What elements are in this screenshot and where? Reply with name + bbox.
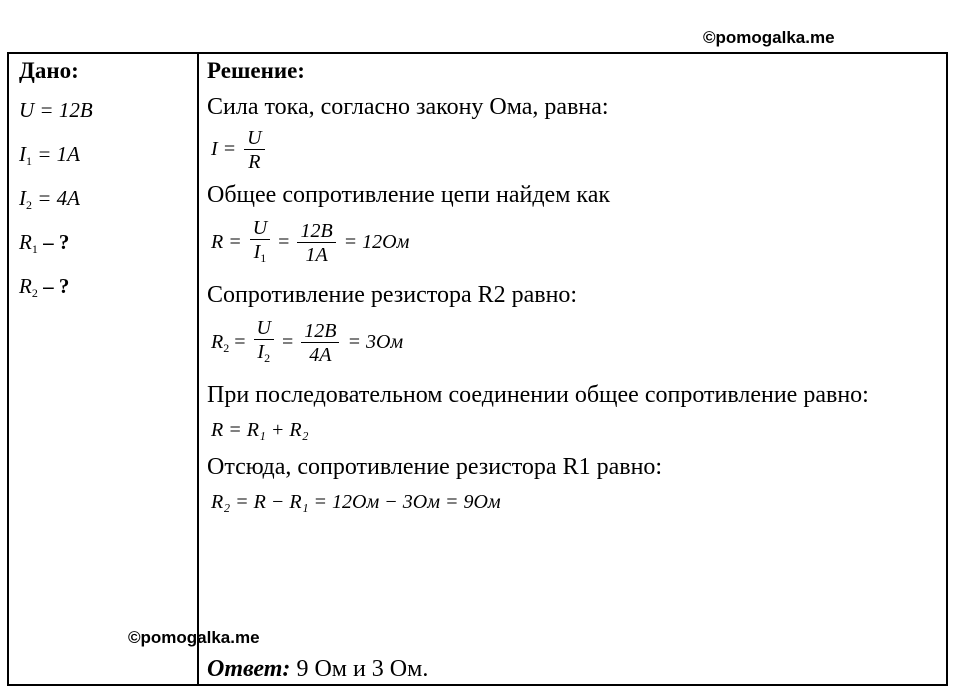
fraction-num: U (250, 217, 270, 240)
fraction (297, 220, 335, 267)
given-value: = 4A (32, 186, 80, 210)
given-symbol: I (19, 142, 26, 166)
given-column (19, 58, 189, 312)
fraction-den (254, 340, 273, 370)
given-i2 (19, 180, 189, 224)
fraction-den: 1A (305, 244, 328, 266)
fraction-den: 4A (309, 344, 332, 366)
formula-r2: $R_2$ = $\frac{U}{I_2}$ = $\frac{12B}{4A}$ = 3Ом (211, 317, 937, 370)
given-subscript: 1 (31, 242, 38, 256)
solution-title: Решение: (207, 58, 305, 83)
formula-lhs: I = (211, 138, 237, 161)
fraction-num: U (244, 127, 264, 150)
given-u (19, 92, 189, 136)
fraction (244, 127, 264, 174)
solution-text-ohm: Сила тока, согласно закону Ома, равна: (207, 94, 609, 120)
given-value: = 12B (34, 98, 93, 122)
fraction (301, 320, 339, 367)
formula-total-resistance: R = $\frac{U}{I_1}$ = $\frac{12B}{1A}$ = 12Ом (211, 217, 937, 270)
given-r2 (19, 268, 189, 312)
formula-lhs-sub: 2 (223, 341, 230, 356)
given-symbol: R (19, 230, 32, 254)
fraction-den: R (248, 151, 261, 173)
fraction-num: 12B (301, 320, 339, 343)
fraction-den (251, 240, 270, 270)
solution-column (207, 58, 937, 682)
given-symbol: R (19, 274, 32, 298)
formula-lhs: R (211, 331, 224, 354)
answer-text: 9 Ом и 3 Ом. (290, 656, 429, 682)
den-symbol: I (257, 341, 265, 363)
formula-rhs: = 12Ом (343, 231, 410, 254)
formula-ohm (211, 127, 937, 174)
formula-r1: R₂ = R − R₁ = 12Ом − 3Ом = 9Ом (211, 491, 501, 513)
given-r1 (19, 224, 189, 268)
given-subscript: 2 (31, 286, 38, 300)
answer (207, 656, 428, 683)
den-symbol: I (253, 241, 261, 263)
den-sub: 2 (264, 351, 271, 365)
given-subscript: 2 (26, 198, 32, 212)
formula-series: R = R₁ + R₂ (211, 419, 309, 441)
solution-text-series: При последовательном соединении общее сопротивление равно: (207, 382, 869, 408)
fraction-num: 12B (297, 220, 335, 243)
given-i1 (19, 136, 189, 180)
formula-lhs: R = (211, 231, 242, 254)
solution-text-r2: Сопротивление резистора R2 равно: (207, 282, 578, 308)
given-question: – ? (37, 274, 70, 298)
den-sub: 1 (260, 251, 267, 265)
problem-table (7, 52, 948, 686)
watermark-bottom: ©pomogalka.me (128, 628, 260, 647)
formula-rhs: = 3Ом (347, 331, 404, 354)
given-symbol: U (19, 98, 35, 122)
answer-label: Ответ: (207, 656, 291, 682)
fraction (254, 317, 274, 370)
given-subscript: 1 (26, 154, 32, 168)
given-title: Дано: (19, 58, 79, 83)
fraction-num: U (254, 317, 274, 340)
given-value: = 1A (32, 142, 80, 166)
column-divider (197, 54, 199, 684)
given-question: – ? (37, 230, 70, 254)
solution-text-r1: Отсюда, сопротивление резистора R1 равно: (207, 454, 663, 480)
solution-text-total: Общее сопротивление цепи найдем как (207, 182, 611, 208)
watermark-top: ©pomogalka.me (703, 28, 835, 47)
fraction (250, 217, 270, 270)
given-symbol: I (19, 186, 26, 210)
